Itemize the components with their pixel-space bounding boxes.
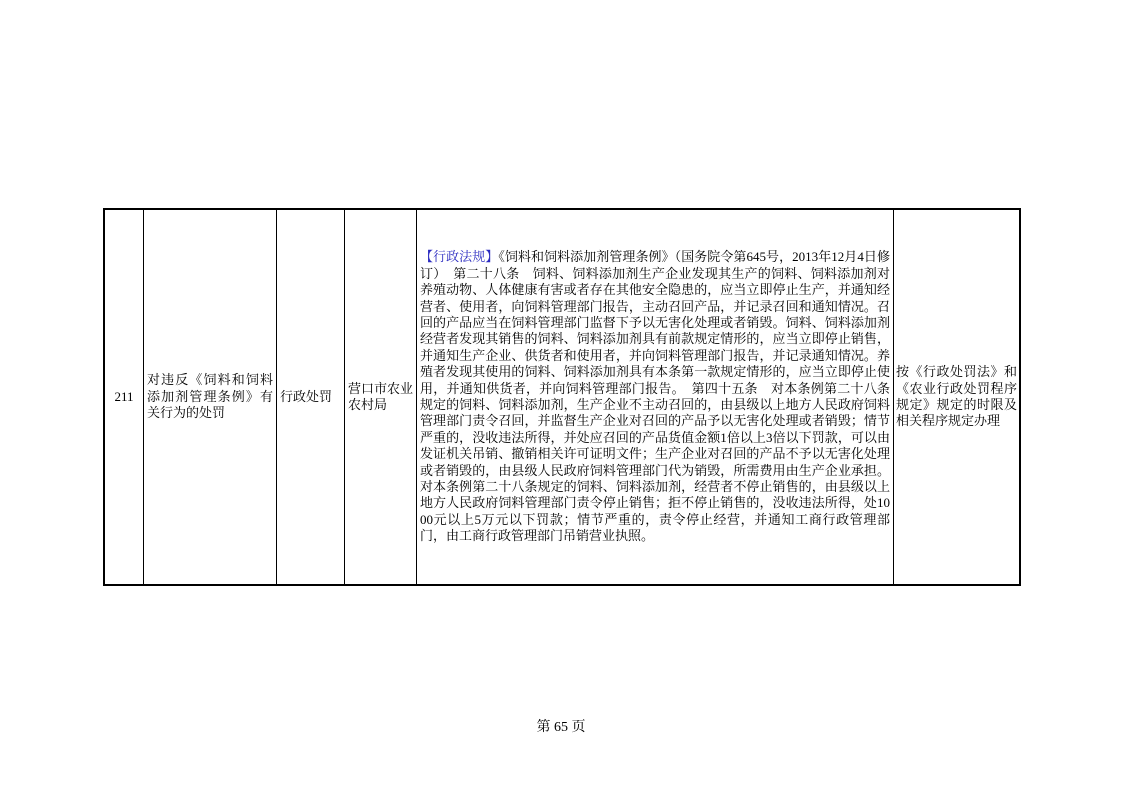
penalty-matter-text: 对违反《饲料和饲料添加剂管理条例》有关行为的处罚	[147, 372, 273, 421]
table-cell-type	[277, 210, 345, 584]
table-cell-legal-basis	[417, 210, 894, 584]
penalty-items-table	[103, 208, 1021, 586]
legal-basis-text: 《饲料和饲料添加剂管理条例》（国务院令第645号，2013年12月4日修订） 第二十八条 饲料、饲料添加剂生产企业发现其生产的饲料、饲料添加剂对养殖动物、人体健康有害或者存在其他安全隐患的，应当立即停止生产，并通知经营者、使用者，向饲料管理部门报告，主动召回产品，并记录召回和通知情况。召回的产品应当在饲料管理部门监督下予以无害化处理或者销毁。饲料、饲料添加剂经营者发现其销售的饲料、饲料添加剂具有前款规定情形的，应当立即停止销售，并通知生产企业、供货者和使用者，并向饲料管理部门报告，并记录通知情况。养殖者发现其使用的饲料、饲料添加剂具有本条第一款规定情形的，应当立即停止使用，并通知供货者，并向饲料管理部门报告。 第四十五条 对本条例第二十八条规定的饲料、饲料添加剂，生产企业不主动召回的，由县级以上地方人民政府饲料管理部门责令召回，并监督生产企业对召回的产品予以无害化处理或者销毁；情节严重的，没收违法所得，并处应召回的产品货值金额1倍以上3倍以下罚款，可以由发证机关吊销、撤销相关许可证明文件；生产企业对召回的产品不予以无害化处理或者销毁的，由县级人民政府饲料管理部门代为销毁，所需费用由生产企业承担。对本条例第二十八条规定的饲料、饲料添加剂，经营者不停止销售的，由县级以上地方人民政府饲料管理部门责令停止销售；拒不停止销售的，没收违法所得，处1000元以上5万元以下罚款；情节严重的，责令停止经营，并通知工商行政管理部门，由工商行政管理部门吊销营业执照。	[420, 249, 890, 544]
legal-source-tag: 【行政法规】	[420, 249, 499, 265]
table-cell-matter	[144, 210, 277, 584]
table-cell-procedure	[894, 210, 1019, 584]
penalty-type-text: 行政处罚	[280, 388, 333, 404]
table-cell-serial	[105, 210, 144, 584]
page-number-label: 第 65 页	[536, 720, 586, 735]
procedure-text: 按《行政处罚法》和《农业行政处罚程序规定》规定的时限及相关程序规定办理	[896, 364, 1017, 429]
agency-name-text: 营口市农业农村局	[348, 380, 414, 412]
table-cell-agency	[345, 210, 417, 584]
page-footer	[0, 718, 1122, 738]
serial-number: 211	[114, 388, 134, 404]
legal-basis-paragraph	[420, 249, 890, 544]
